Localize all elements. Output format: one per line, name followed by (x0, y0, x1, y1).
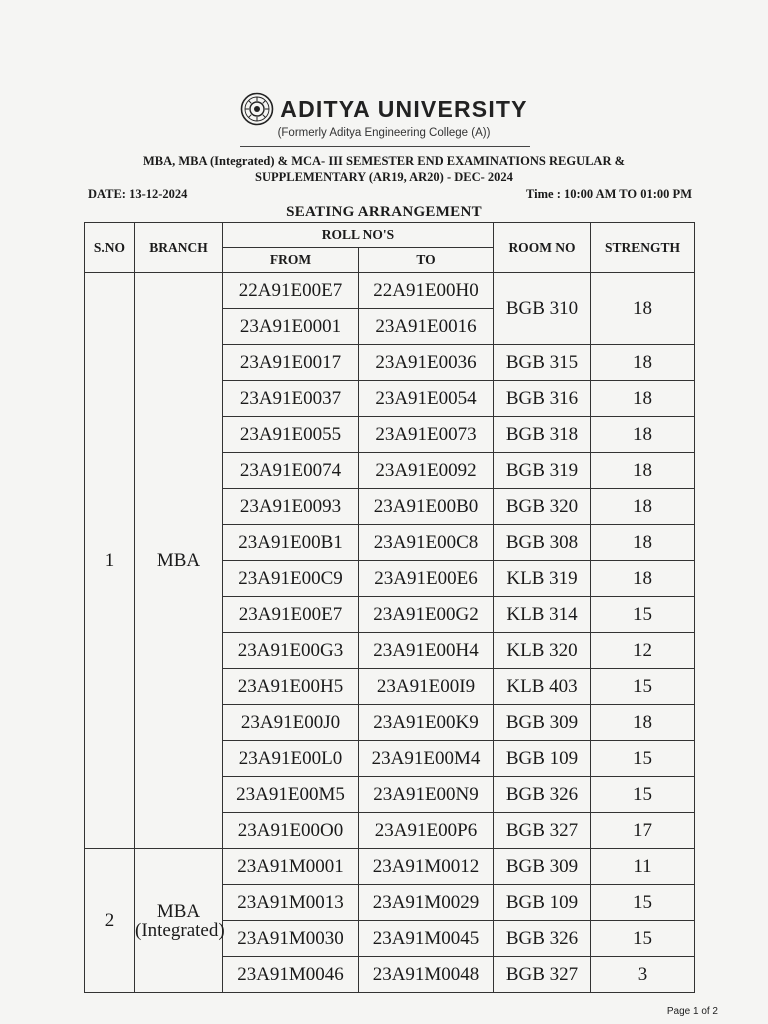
strength-cell: 18 (591, 489, 695, 525)
roll-to-cell: 23A91E00I9 (359, 669, 494, 705)
header-branch: BRANCH (135, 223, 223, 273)
strength-cell: 15 (591, 597, 695, 633)
sno-cell: 2 (85, 849, 135, 993)
strength-cell: 17 (591, 813, 695, 849)
room-cell: BGB 109 (494, 741, 591, 777)
roll-from-cell: 23A91E00C9 (223, 561, 359, 597)
roll-from-cell: 23A91E0074 (223, 453, 359, 489)
room-cell: KLB 314 (494, 597, 591, 633)
header-from: FROM (223, 248, 359, 273)
exam-title (60, 153, 708, 185)
exam-title-line-2: SUPPLEMENTARY (AR19, AR20) - DEC- 2024 (255, 170, 513, 184)
room-cell: KLB 403 (494, 669, 591, 705)
roll-to-cell: 23A91E00C8 (359, 525, 494, 561)
roll-to-cell: 23A91E0016 (359, 309, 494, 345)
roll-from-cell: 23A91M0046 (223, 957, 359, 993)
room-cell: BGB 319 (494, 453, 591, 489)
roll-from-cell: 23A91M0030 (223, 921, 359, 957)
table-header-row (85, 223, 695, 248)
roll-from-cell: 23A91E00E7 (223, 597, 359, 633)
room-cell: BGB 109 (494, 885, 591, 921)
strength-cell: 3 (591, 957, 695, 993)
roll-to-cell: 23A91E00P6 (359, 813, 494, 849)
university-seal-icon (240, 92, 274, 126)
strength-cell: 18 (591, 705, 695, 741)
room-cell: BGB 318 (494, 417, 591, 453)
room-cell: BGB 309 (494, 849, 591, 885)
room-cell: BGB 308 (494, 525, 591, 561)
roll-to-cell: 23A91E00E6 (359, 561, 494, 597)
roll-to-cell: 23A91E00N9 (359, 777, 494, 813)
strength-cell: 15 (591, 777, 695, 813)
exam-date: DATE: 13-12-2024 (88, 187, 188, 201)
table-row (85, 273, 695, 309)
roll-from-cell: 23A91M0001 (223, 849, 359, 885)
roll-to-cell: 23A91E00H4 (359, 633, 494, 669)
university-title-line (0, 92, 768, 126)
seating-table (84, 222, 695, 993)
roll-from-cell: 23A91M0013 (223, 885, 359, 921)
strength-cell: 18 (591, 273, 695, 345)
branch-cell: MBA (135, 273, 223, 849)
university-formerly-name: (Formerly Aditya Engineering College (A)) (277, 127, 491, 139)
room-cell: BGB 320 (494, 489, 591, 525)
header-to: TO (359, 248, 494, 273)
roll-to-cell: 23A91E0092 (359, 453, 494, 489)
strength-cell: 15 (591, 921, 695, 957)
strength-cell: 15 (591, 885, 695, 921)
roll-to-cell: 23A91E0054 (359, 381, 494, 417)
roll-to-cell: 22A91E00H0 (359, 273, 494, 309)
room-cell: BGB 327 (494, 813, 591, 849)
roll-from-cell: 23A91E00B1 (223, 525, 359, 561)
roll-to-cell: 23A91E00M4 (359, 741, 494, 777)
roll-to-cell: 23A91M0045 (359, 921, 494, 957)
branch-cell (135, 849, 223, 993)
page-number: Page 1 of 2 (666, 1006, 718, 1017)
roll-from-cell: 23A91E00M5 (223, 777, 359, 813)
strength-cell: 15 (591, 669, 695, 705)
roll-to-cell: 23A91E0036 (359, 345, 494, 381)
room-cell: BGB 327 (494, 957, 591, 993)
strength-cell: 18 (591, 561, 695, 597)
roll-to-cell: 23A91M0012 (359, 849, 494, 885)
branch-subname: (Integrated) (135, 919, 225, 941)
strength-cell: 18 (591, 453, 695, 489)
room-cell: BGB 309 (494, 705, 591, 741)
roll-to-cell: 23A91M0029 (359, 885, 494, 921)
roll-from-cell: 23A91E0001 (223, 309, 359, 345)
roll-to-cell: 23A91E0073 (359, 417, 494, 453)
roll-from-cell: 23A91E0037 (223, 381, 359, 417)
header-strength: STRENGTH (591, 223, 695, 273)
room-cell: BGB 310 (494, 273, 591, 345)
table-row (85, 849, 695, 885)
strength-cell: 18 (591, 345, 695, 381)
exam-time: Time : 10:00 AM TO 01:00 PM (526, 187, 692, 201)
letterhead (0, 92, 768, 139)
roll-to-cell: 23A91E00K9 (359, 705, 494, 741)
room-cell: BGB 315 (494, 345, 591, 381)
roll-from-cell: 23A91E00O0 (223, 813, 359, 849)
header-sno: S.NO (85, 223, 135, 273)
university-name: ADITYA UNIVERSITY (280, 95, 528, 122)
sno-cell: 1 (85, 273, 135, 849)
strength-cell: 15 (591, 741, 695, 777)
seating-arrangement-title: SEATING ARRANGEMENT (286, 204, 482, 220)
strength-cell: 18 (591, 381, 695, 417)
exam-title-line-1: MBA, MBA (Integrated) & MCA- III SEMESTER END EXAMINATIONS REGULAR & (142, 154, 626, 168)
roll-from-cell: 23A91E0055 (223, 417, 359, 453)
strength-cell: 12 (591, 633, 695, 669)
room-cell: BGB 326 (494, 921, 591, 957)
roll-from-cell: 23A91E00L0 (223, 741, 359, 777)
room-cell: BGB 326 (494, 777, 591, 813)
strength-cell: 11 (591, 849, 695, 885)
header-roll-nos: ROLL NO'S (223, 223, 494, 248)
roll-from-cell: 23A91E00J0 (223, 705, 359, 741)
room-cell: BGB 316 (494, 381, 591, 417)
room-cell: KLB 320 (494, 633, 591, 669)
roll-from-cell: 23A91E00H5 (223, 669, 359, 705)
header-room-no: ROOM NO (494, 223, 591, 273)
roll-to-cell: 23A91E00G2 (359, 597, 494, 633)
roll-from-cell: 22A91E00E7 (223, 273, 359, 309)
roll-from-cell: 23A91E0093 (223, 489, 359, 525)
roll-from-cell: 23A91E00G3 (223, 633, 359, 669)
roll-from-cell: 23A91E0017 (223, 345, 359, 381)
strength-cell: 18 (591, 417, 695, 453)
room-cell: KLB 319 (494, 561, 591, 597)
strength-cell: 18 (591, 525, 695, 561)
roll-to-cell: 23A91M0048 (359, 957, 494, 993)
header-divider (240, 146, 530, 147)
roll-to-cell: 23A91E00B0 (359, 489, 494, 525)
branch-name: MBA (156, 900, 201, 922)
